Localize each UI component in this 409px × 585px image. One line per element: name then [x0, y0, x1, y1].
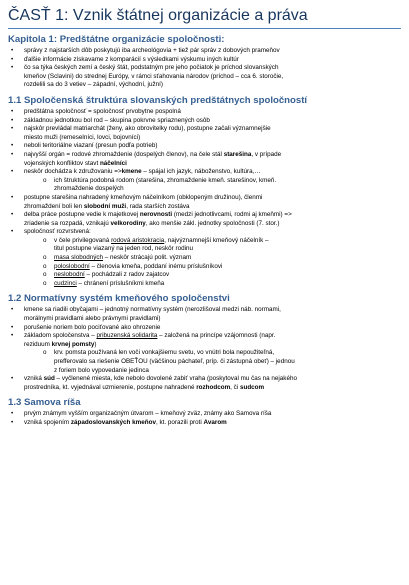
- list-item: • kmene sa riadili obyčajami – jednotný normatívny systém (nerozlišoval medzi náb. normami, morálnymi pravidlami alebo právnymi pravidlami): [8, 306, 401, 323]
- sub-list-item: o krv. pomsta používaná len voči vonkajšiemu svetu, vo vnútri bola nepoužiteľná, prefferovalo sa riešenie OBEŤOU (väčšinou páchateľ, príp. či zástupná obeť) – jednou z foriem bolo vypovedanie jedinca: [8, 349, 401, 375]
- title-rule: [8, 28, 401, 29]
- list-item: • predštátna spoločnosť = spoločnosť prvobytne pospolná: [8, 108, 401, 117]
- sub-list-item: o v čele privilegovaná rodová aristokracia, najvýznamnejší kmeňový náčelník – titul postupne viazaný na jeden rod, neskôr rodinu: [8, 237, 401, 254]
- list-item: • najskôr prevládal matriarchát (ženy, ako obrovitelky rodu), postupne začali významnejšie miesto muži (remeselníci, lovci, bojovníci): [8, 125, 401, 142]
- list-item: • vzniká súd – vyčlenené miesta, kde nebolo dovolené zabiť vraha (poskytoval mu čas na nejakého prostredníka, kt. vyjednával uzmierenie, postupne nahradené rozhodcom, či sudcom: [8, 375, 401, 392]
- section-heading-1-3: 1.3 Samova ríša: [8, 397, 81, 409]
- list-item: • čo sa týka českých zemí a český štát, podstatným pre jeho počiatok je príchod slovanských kmeňov (Sclavini) do strednej Európy, v rámci sťahovania národov (príchod – cca 6. storočie, rozdelili sa do 3 vetiev – západní, východní, južní): [8, 64, 401, 90]
- list-item: • neboli teritoriálne viazaní (presun podľa potrieb): [8, 142, 401, 151]
- sub-list-item: o cudzinci – chránení príslušníkmi kmeňa: [8, 280, 401, 289]
- section-1-1-list: [8, 108, 401, 288]
- sub-list-item: o poloslobodní – členovia kmeňa, poddaní inému príslušníkovi: [8, 263, 401, 272]
- chapter-heading: Kapitola 1: Predštátne organizácie spoločnosti:: [8, 34, 225, 45]
- chapter-list: [8, 47, 401, 90]
- section-heading-1-1: 1.1 Spoločenská štruktúra slovanských predštátnych spoločností: [8, 94, 308, 106]
- sub-list-item: o neslobodní – pochádzali z radov zajatcov: [8, 271, 401, 280]
- list-item: • neskôr dochádza k združovaniu =>kmene – spájal ich jazyk, náboženstvo, kultúra,…: [8, 168, 401, 177]
- section-heading-1-2: 1.2 Normatívny systém kmeňového spoločenstvi: [8, 293, 230, 305]
- list-item: • prvým známym vyšším organizačným útvarom – kmeňový zväz, známy ako Samova ríša: [8, 410, 401, 419]
- list-item: • ďalšie informácie získavame z komparácií s výsledkami výskumu iných kultúr: [8, 56, 401, 65]
- list-item: • základom spoločenstva – pribuzenská solidarita – založená na princípe vzájomnosti (napr. reziduum krvnej pomsty): [8, 332, 401, 349]
- list-item: • vzniká spojením západoslovanských kmeňov, kt. porazili proti Avarom: [8, 419, 401, 428]
- list-item: • porušenie noriem bolo pociťované ako ohrozenie: [8, 324, 401, 333]
- section-1-3-list: [8, 410, 401, 427]
- sub-list-item: o ich štruktúra podobná rodom (starešina, zhromaždenie kmeň. starešinov, kmeň. zhromaždenie dospelých: [8, 177, 401, 194]
- list-item: • spoločnosť rozvrstvená:: [8, 228, 401, 237]
- list-item: • postupne starešina nahradený kmeňovým náčelníkom (obklopeným družinou), členmi zhromaždení boli len slobodní muži, rada starších zostáva: [8, 194, 401, 211]
- list-item: • delba práce postupne vedie k majetkovej nerovnosti (medzi jednotlivcami, rodmi aj kmeňmi) => zriadenie sa rozpadá, vznikajú velkorodiny, ako menšie zákl. jednotky spoločnosti (7. stor.): [8, 211, 401, 228]
- list-item: • najvyšší orgán = rodové zhromaždenie (dospelých členov), na čele stál starešina, v prípade vojenských konfliktov stavt náčelníci: [8, 151, 401, 168]
- list-item: • základnou jednotkou bol rod – skupina pokrvne spriaznených osôb: [8, 117, 401, 126]
- sub-list-item: o masa slobodných – neskôr strácajú polit. význam: [8, 254, 401, 263]
- section-1-2-list: [8, 306, 401, 392]
- part-title: ČASŤ 1: Vznik štátnej organizácie a práva: [8, 7, 308, 24]
- list-item: • správy z najstarších dôb poskytujú iba archeológovia + tiež pár správ z dobových prameňov: [8, 47, 401, 56]
